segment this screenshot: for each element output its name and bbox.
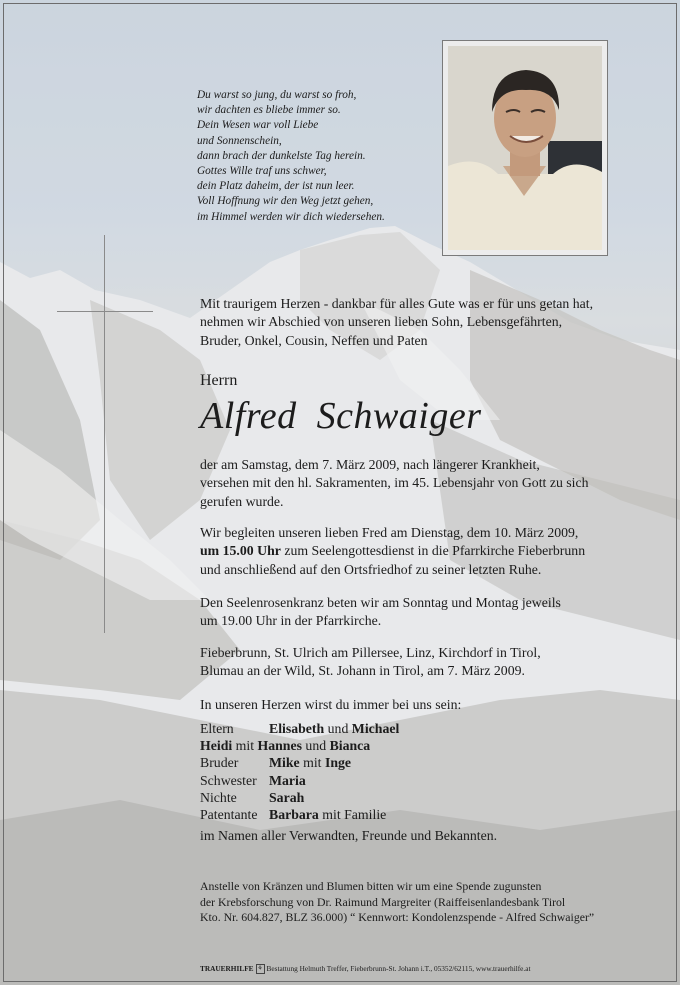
donation-line: der Krebsforschung von Dr. Raimund Margreiter (Raiffeisenlandesbank Tirol — [200, 894, 566, 909]
funeral-paragraph — [200, 524, 585, 579]
text-line: Blumau an der Wild, St. Johann in Tirol, am 7. März 2009. — [200, 663, 525, 679]
family-label: Patentante — [200, 807, 258, 823]
text-line: versehen mit den hl. Sakramenten, im 45. Lebensjahr von Gott zu sich — [200, 475, 589, 491]
family-row — [200, 806, 399, 823]
intro-line: nehmen wir Abschied von unseren lieben Sohn, Lebensgefährten, — [200, 314, 563, 330]
closing-line: im Namen aller Verwandten, Freunde und Bekannten. — [200, 828, 498, 843]
family-name: Bianca — [329, 738, 371, 754]
intro-line: Bruder, Onkel, Cousin, Neffen und Paten — [200, 332, 428, 348]
family-name: Mike — [269, 755, 300, 771]
family-row — [200, 789, 399, 806]
poem-line: dann brach der dunkelste Tag herein. — [197, 149, 366, 162]
text-line: Den Seelenrosenkranz beten wir am Sonntag und Montag jeweils — [200, 595, 561, 610]
text-line: der am Samstag, dem 7. März 2009, nach längerer Krankheit, — [200, 457, 540, 472]
footer-brand: TRAUERHILFE — [200, 964, 254, 973]
family-name: Maria — [269, 772, 306, 788]
deceased-name: Alfred Schwaiger — [200, 395, 482, 437]
family-row — [200, 720, 399, 737]
funeral-text: zum Seelengottesdienst in die Pfarrkirche Fieberbrunn — [280, 543, 586, 559]
poem-line: Gottes Wille traf uns schwer, — [197, 165, 327, 178]
family-label: Eltern — [200, 721, 234, 736]
text-line — [200, 542, 585, 560]
salutation: Herrn — [200, 372, 238, 389]
poem-line: im Himmel werden wir dich wiedersehen. — [197, 210, 385, 223]
text-line: In unseren Herzen wirst du immer bei uns sein: — [200, 697, 462, 712]
portrait-photo — [442, 40, 608, 256]
poem-line: Du warst so jung, du warst so froh, — [197, 89, 357, 101]
family-label: Schwester — [200, 772, 257, 788]
family-row — [200, 754, 399, 771]
poem-line: Voll Hoffnung wir den Weg jetzt gehen, — [197, 195, 374, 208]
cross-vertical — [104, 235, 105, 633]
family-connector: mit — [232, 738, 258, 754]
donation-line: Anstelle von Kränzen und Blumen bitten wir um eine Spende zugunsten — [200, 879, 542, 893]
family-connector: mit Familie — [318, 807, 387, 823]
donation-note — [200, 879, 594, 926]
death-paragraph — [200, 456, 589, 511]
text-line: Wir begleiten unseren lieben Fred am Dienstag, dem 10. März 2009, — [200, 525, 579, 540]
family-label: Bruder — [200, 755, 239, 771]
family-connector: und — [301, 738, 330, 754]
hearts-line — [200, 696, 461, 714]
text-line: gerufen wurde. — [200, 493, 284, 509]
footer — [200, 964, 531, 974]
text-line: um 19.00 Uhr in der Pfarrkirche. — [200, 613, 382, 629]
family-name: Elisabeth — [269, 721, 325, 736]
poem-line: wir dachten es bliebe immer so. — [197, 104, 341, 117]
family-name: Inge — [324, 755, 352, 771]
trauerhilfe-logo-icon: ⚘ — [257, 966, 263, 973]
family-row — [200, 772, 399, 789]
family-name: Heidi — [200, 738, 233, 754]
donation-line: Kto. Nr. 604.827, BLZ 36.000) “ Kennwort: Kondolenzspende - Alfred Schwaiger” — [200, 910, 595, 925]
places-paragraph — [200, 644, 541, 681]
family-name: Sarah — [269, 789, 305, 805]
poem — [197, 88, 385, 225]
family-name: Hannes — [257, 738, 302, 754]
family-row — [200, 737, 399, 754]
funeral-time: um 15.00 Uhr — [200, 543, 281, 559]
footer-text: Bestattung Helmuth Treffer, Fieberbrunn-St. Johann i.T., 05352/62115, www.trauerhilfe.at — [266, 964, 531, 973]
intro-line: Mit traurigem Herzen - dankbar für alles Gute was er für uns getan hat, — [200, 296, 594, 311]
family-connector: und — [324, 721, 352, 736]
family-label: Nichte — [200, 789, 237, 805]
cross-horizontal — [57, 311, 153, 312]
family-connector: mit — [299, 755, 325, 771]
poem-line: und Sonnenschein, — [197, 134, 282, 147]
family-name: Michael — [351, 721, 400, 736]
family-name: Barbara — [269, 807, 319, 823]
intro-text — [200, 295, 593, 350]
rosary-paragraph — [200, 594, 561, 631]
poem-line: dein Platz daheim, der ist nun leer. — [197, 180, 355, 193]
text-line: und anschließend auf den Ortsfriedhof zu seiner letzten Ruhe. — [200, 561, 542, 577]
text-line: Fieberbrunn, St. Ulrich am Pillersee, Linz, Kirchdorf in Tirol, — [200, 645, 541, 660]
poem-line: Dein Wesen war voll Liebe — [197, 119, 319, 132]
family-list — [200, 720, 399, 823]
